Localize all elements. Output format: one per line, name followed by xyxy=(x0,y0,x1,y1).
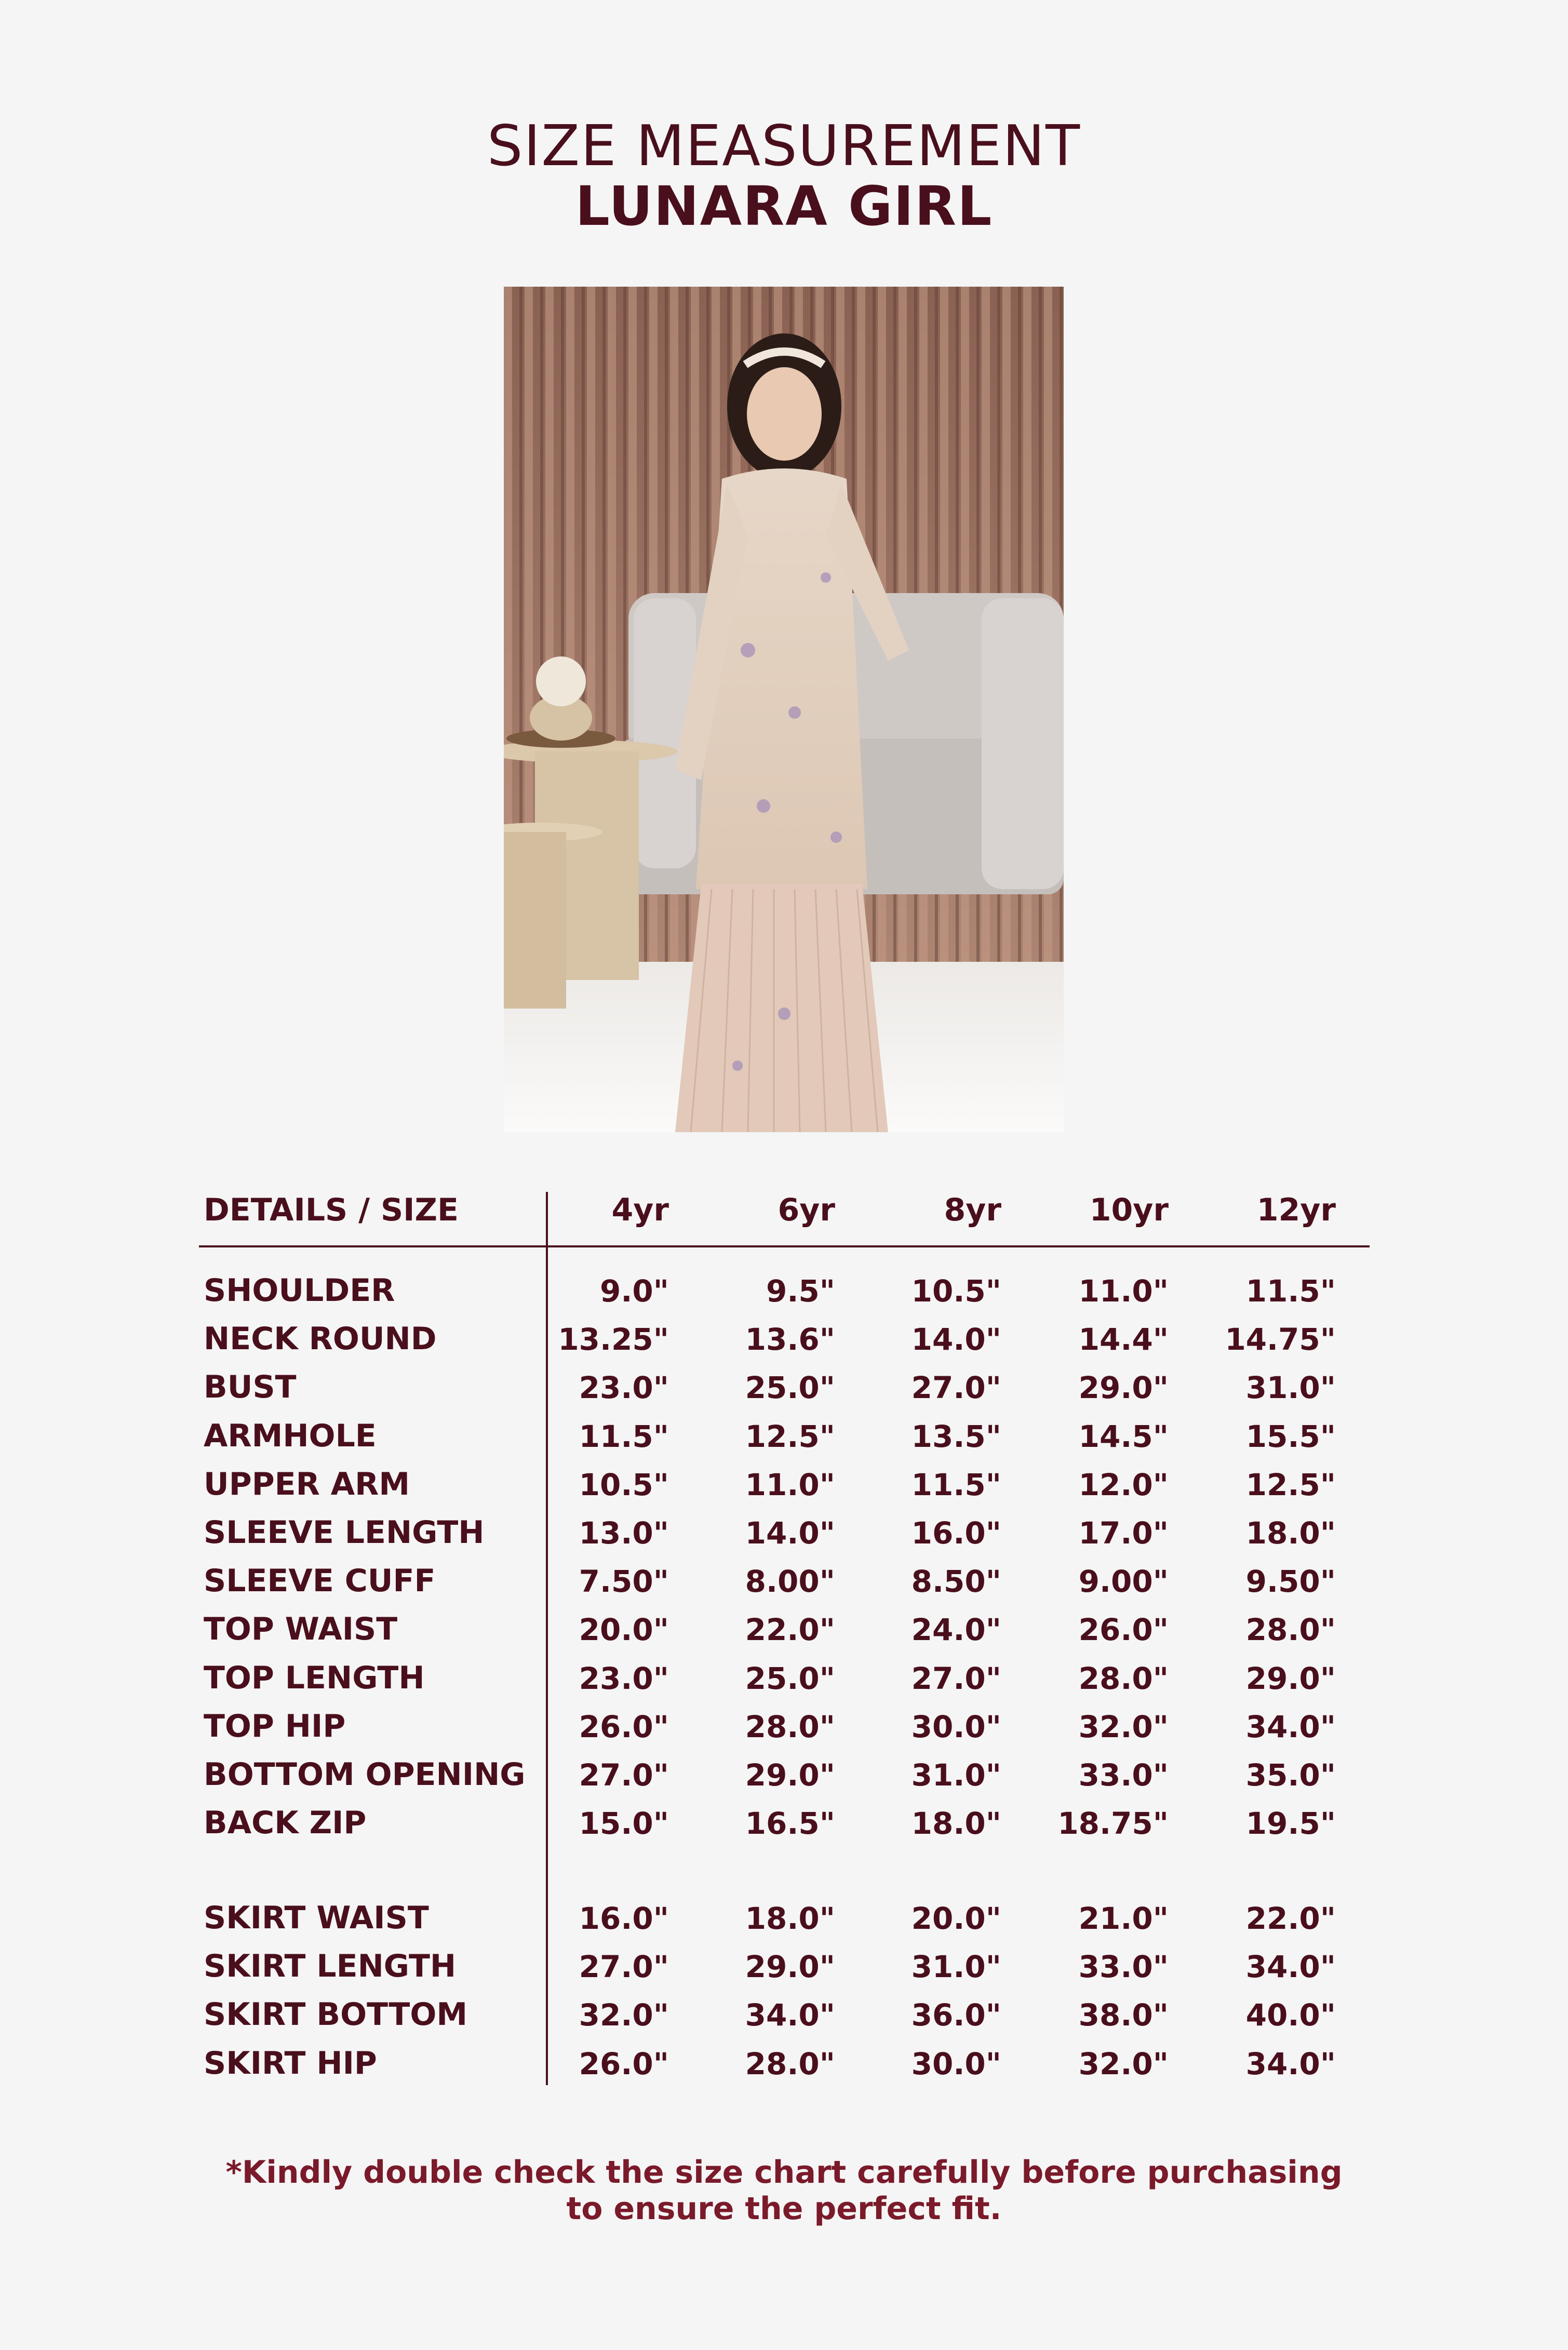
table-cell: 28.0" xyxy=(745,1709,835,1744)
table-cell: 12.0" xyxy=(1078,1467,1169,1502)
table-cell: 20.0" xyxy=(579,1612,669,1648)
table-cell: 11.5" xyxy=(579,1418,669,1454)
table-cell: 16.0" xyxy=(911,1515,1001,1551)
table-cell: 7.50" xyxy=(579,1564,669,1600)
table-cell: 30.0" xyxy=(911,2046,1001,2082)
table-cell: 30.0" xyxy=(911,1709,1001,1744)
table-cell: 17.0" xyxy=(1078,1515,1169,1551)
table-cell: 13.6" xyxy=(745,1322,835,1358)
table-cell: 10.5" xyxy=(911,1273,1001,1309)
table-cell: 32.0" xyxy=(1078,2046,1169,2082)
table-cell: 13.25" xyxy=(558,1322,669,1358)
table-cell: 11.0" xyxy=(1078,1273,1169,1309)
table-cell: 18.75" xyxy=(1057,1806,1169,1842)
table-cell: 21.0" xyxy=(1078,1901,1169,1936)
table-cell: 11.5" xyxy=(1245,1273,1336,1309)
table-cell: 9.50" xyxy=(1245,1564,1336,1600)
table-cell: 34.0" xyxy=(1245,1949,1336,1985)
header-divider xyxy=(199,1245,1370,1247)
table-cell: 31.0" xyxy=(911,1757,1001,1793)
row-label-neck-round: NECK ROUND xyxy=(204,1321,437,1358)
table-cell: 23.0" xyxy=(579,1370,669,1406)
table-cell: 31.0" xyxy=(911,1949,1001,1985)
size-header-10yr: 10yr xyxy=(1089,1192,1169,1228)
row-label-bust: BUST xyxy=(204,1369,297,1406)
table-cell: 26.0" xyxy=(579,2046,669,2082)
table-cell: 8.50" xyxy=(911,1564,1001,1600)
table-cell: 11.0" xyxy=(745,1467,835,1502)
row-label-top-length: TOP LENGTH xyxy=(204,1659,425,1696)
row-label-armhole: ARMHOLE xyxy=(204,1417,377,1454)
table-cell: 27.0" xyxy=(579,1949,669,1985)
row-label-sleeve-length: SLEEVE LENGTH xyxy=(204,1514,485,1551)
table-cell: 26.0" xyxy=(579,1709,669,1744)
table-cell: 28.0" xyxy=(1245,1612,1336,1648)
row-label-top-hip: TOP HIP xyxy=(204,1708,346,1744)
table-cell: 35.0" xyxy=(1245,1757,1336,1793)
table-cell: 18.0" xyxy=(745,1901,835,1936)
table-cell: 9.00" xyxy=(1078,1564,1169,1600)
table-cell: 18.0" xyxy=(1245,1515,1336,1551)
table-cell: 25.0" xyxy=(745,1370,835,1406)
table-cell: 14.4" xyxy=(1078,1322,1169,1358)
product-name: LUNARA GIRL xyxy=(575,174,993,238)
details-size-header: DETAILS / SIZE xyxy=(204,1192,459,1228)
table-cell: 23.0" xyxy=(579,1660,669,1696)
size-header-6yr: 6yr xyxy=(778,1192,835,1228)
table-cell: 10.5" xyxy=(579,1467,669,1502)
product-photo xyxy=(504,287,1064,1132)
table-cell: 15.5" xyxy=(1245,1418,1336,1454)
size-header-12yr: 12yr xyxy=(1256,1192,1336,1228)
table-cell: 14.75" xyxy=(1225,1322,1336,1358)
table-cell: 34.0" xyxy=(745,1997,835,2033)
row-label-bottom-opening: BOTTOM OPENING xyxy=(204,1756,526,1793)
table-cell: 22.0" xyxy=(745,1612,835,1648)
size-header-8yr: 8yr xyxy=(944,1192,1001,1228)
table-cell: 15.0" xyxy=(579,1806,669,1842)
table-cell: 34.0" xyxy=(1245,2046,1336,2082)
table-cell: 36.0" xyxy=(911,1997,1001,2033)
table-cell: 32.0" xyxy=(579,1997,669,2033)
table-cell: 13.5" xyxy=(911,1418,1001,1454)
table-cell: 8.00" xyxy=(745,1564,835,1600)
table-cell: 26.0" xyxy=(1078,1612,1169,1648)
table-cell: 9.0" xyxy=(600,1273,669,1309)
table-cell: 27.0" xyxy=(911,1660,1001,1696)
table-cell: 25.0" xyxy=(745,1660,835,1696)
table-cell: 34.0" xyxy=(1245,1709,1336,1744)
table-cell: 29.0" xyxy=(745,1757,835,1793)
row-label-shoulder: SHOULDER xyxy=(204,1272,395,1309)
table-cell: 16.5" xyxy=(745,1806,835,1842)
table-cell: 18.0" xyxy=(911,1806,1001,1842)
table-cell: 28.0" xyxy=(1078,1660,1169,1696)
table-cell: 32.0" xyxy=(1078,1709,1169,1744)
row-label-skirt-bottom: SKIRT BOTTOM xyxy=(204,1996,468,2033)
table-cell: 11.5" xyxy=(911,1467,1001,1502)
table-cell: 28.0" xyxy=(745,2046,835,2082)
size-header-4yr: 4yr xyxy=(611,1192,669,1228)
table-cell: 33.0" xyxy=(1078,1757,1169,1793)
table-cell: 31.0" xyxy=(1245,1370,1336,1406)
table-cell: 24.0" xyxy=(911,1612,1001,1648)
table-cell: 16.0" xyxy=(579,1901,669,1936)
table-cell: 20.0" xyxy=(911,1901,1001,1936)
table-cell: 14.0" xyxy=(911,1322,1001,1358)
row-label-top-waist: TOP WAIST xyxy=(204,1611,398,1648)
note-line-1: *Kindly double check the size chart carefully before purchasing xyxy=(225,2154,1343,2191)
table-cell: 29.0" xyxy=(1245,1660,1336,1696)
table-cell: 13.0" xyxy=(579,1515,669,1551)
table-cell: 29.0" xyxy=(745,1949,835,1985)
table-cell: 33.0" xyxy=(1078,1949,1169,1985)
table-cell: 27.0" xyxy=(579,1757,669,1793)
row-label-skirt-length: SKIRT LENGTH xyxy=(204,1948,457,1985)
table-cell: 14.5" xyxy=(1078,1418,1169,1454)
table-cell: 40.0" xyxy=(1245,1997,1336,2033)
row-label-skirt-hip: SKIRT HIP xyxy=(204,2045,377,2082)
table-cell: 9.5" xyxy=(766,1273,835,1309)
row-label-sleeve-cuff: SLEEVE CUFF xyxy=(204,1563,436,1600)
table-cell: 38.0" xyxy=(1078,1997,1169,2033)
row-label-skirt-waist: SKIRT WAIST xyxy=(204,1900,429,1936)
table-cell: 19.5" xyxy=(1245,1806,1336,1842)
table-cell: 14.0" xyxy=(745,1515,835,1551)
row-label-upper-arm: UPPER ARM xyxy=(204,1466,410,1502)
row-label-back-zip: BACK ZIP xyxy=(204,1805,367,1842)
table-cell: 27.0" xyxy=(911,1370,1001,1406)
table-cell: 22.0" xyxy=(1245,1901,1336,1936)
disclaimer-note xyxy=(0,2154,1568,2227)
page-title: SIZE MEASUREMENT xyxy=(487,114,1081,179)
table-cell: 12.5" xyxy=(1245,1467,1336,1502)
table-cell: 12.5" xyxy=(745,1418,835,1454)
note-line-2: to ensure the perfect fit. xyxy=(566,2191,1002,2227)
table-cell: 29.0" xyxy=(1078,1370,1169,1406)
